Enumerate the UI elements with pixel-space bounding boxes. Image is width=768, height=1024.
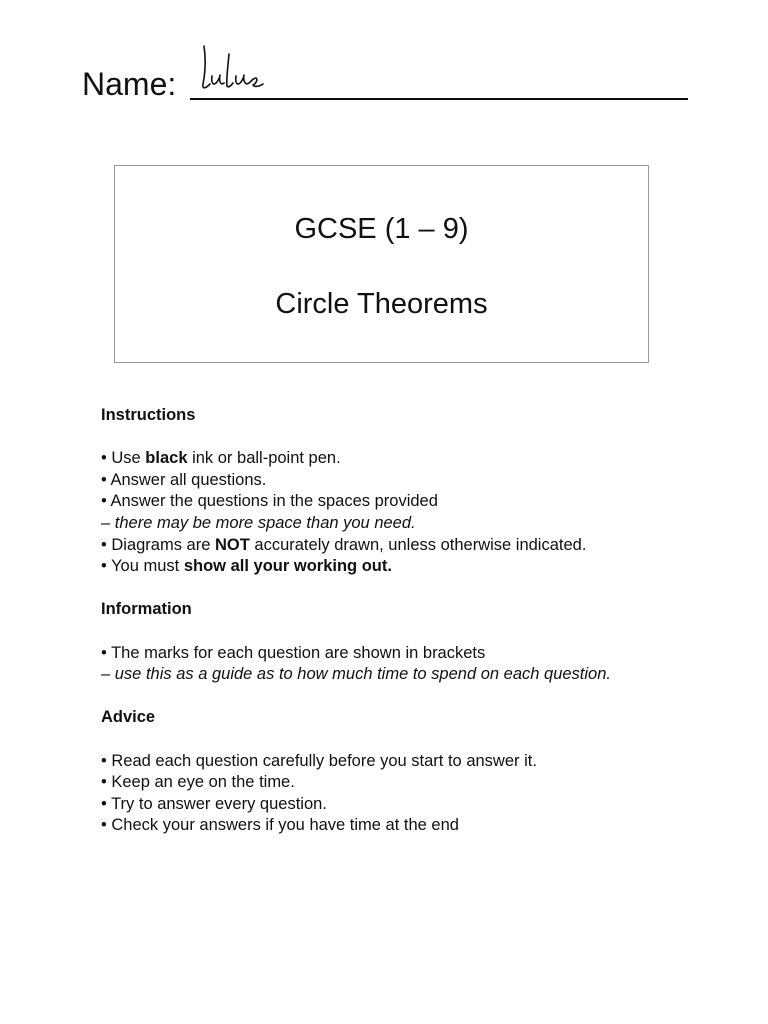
instruction-item: • You must show all your working out. <box>101 557 392 576</box>
handwritten-name <box>196 40 276 98</box>
name-row <box>82 58 688 108</box>
title-box <box>114 165 649 363</box>
information-heading: Information <box>101 600 192 619</box>
instruction-item: • Answer all questions. <box>101 470 267 489</box>
instruction-item: • Answer the questions in the spaces provided <box>101 492 438 511</box>
information-item: • The marks for each question are shown in brackets <box>101 643 486 662</box>
name-label: Name: <box>82 66 177 102</box>
instruction-note: – there may be more space than you need. <box>101 513 416 532</box>
instruction-item: • Diagrams are NOT accurately drawn, unless otherwise indicated. <box>101 535 587 554</box>
advice-item: • Try to answer every question. <box>101 794 327 813</box>
advice-item: • Check your answers if you have time at the end <box>101 816 459 835</box>
advice-item: • Read each question carefully before you start to answer it. <box>101 751 537 770</box>
topic-title: Circle Theorems <box>275 288 488 320</box>
cover-text <box>101 405 721 837</box>
instruction-item: • Use black ink or ball-point pen. <box>101 449 341 468</box>
information-note: – use this as a guide as to how much time to spend on each question. <box>101 665 611 684</box>
advice-item: • Keep an eye on the time. <box>101 773 295 792</box>
name-underline <box>190 98 688 100</box>
exam-level-title: GCSE (1 – 9) <box>294 213 469 245</box>
instructions-heading: Instructions <box>101 406 196 424</box>
advice-heading: Advice <box>101 708 156 727</box>
